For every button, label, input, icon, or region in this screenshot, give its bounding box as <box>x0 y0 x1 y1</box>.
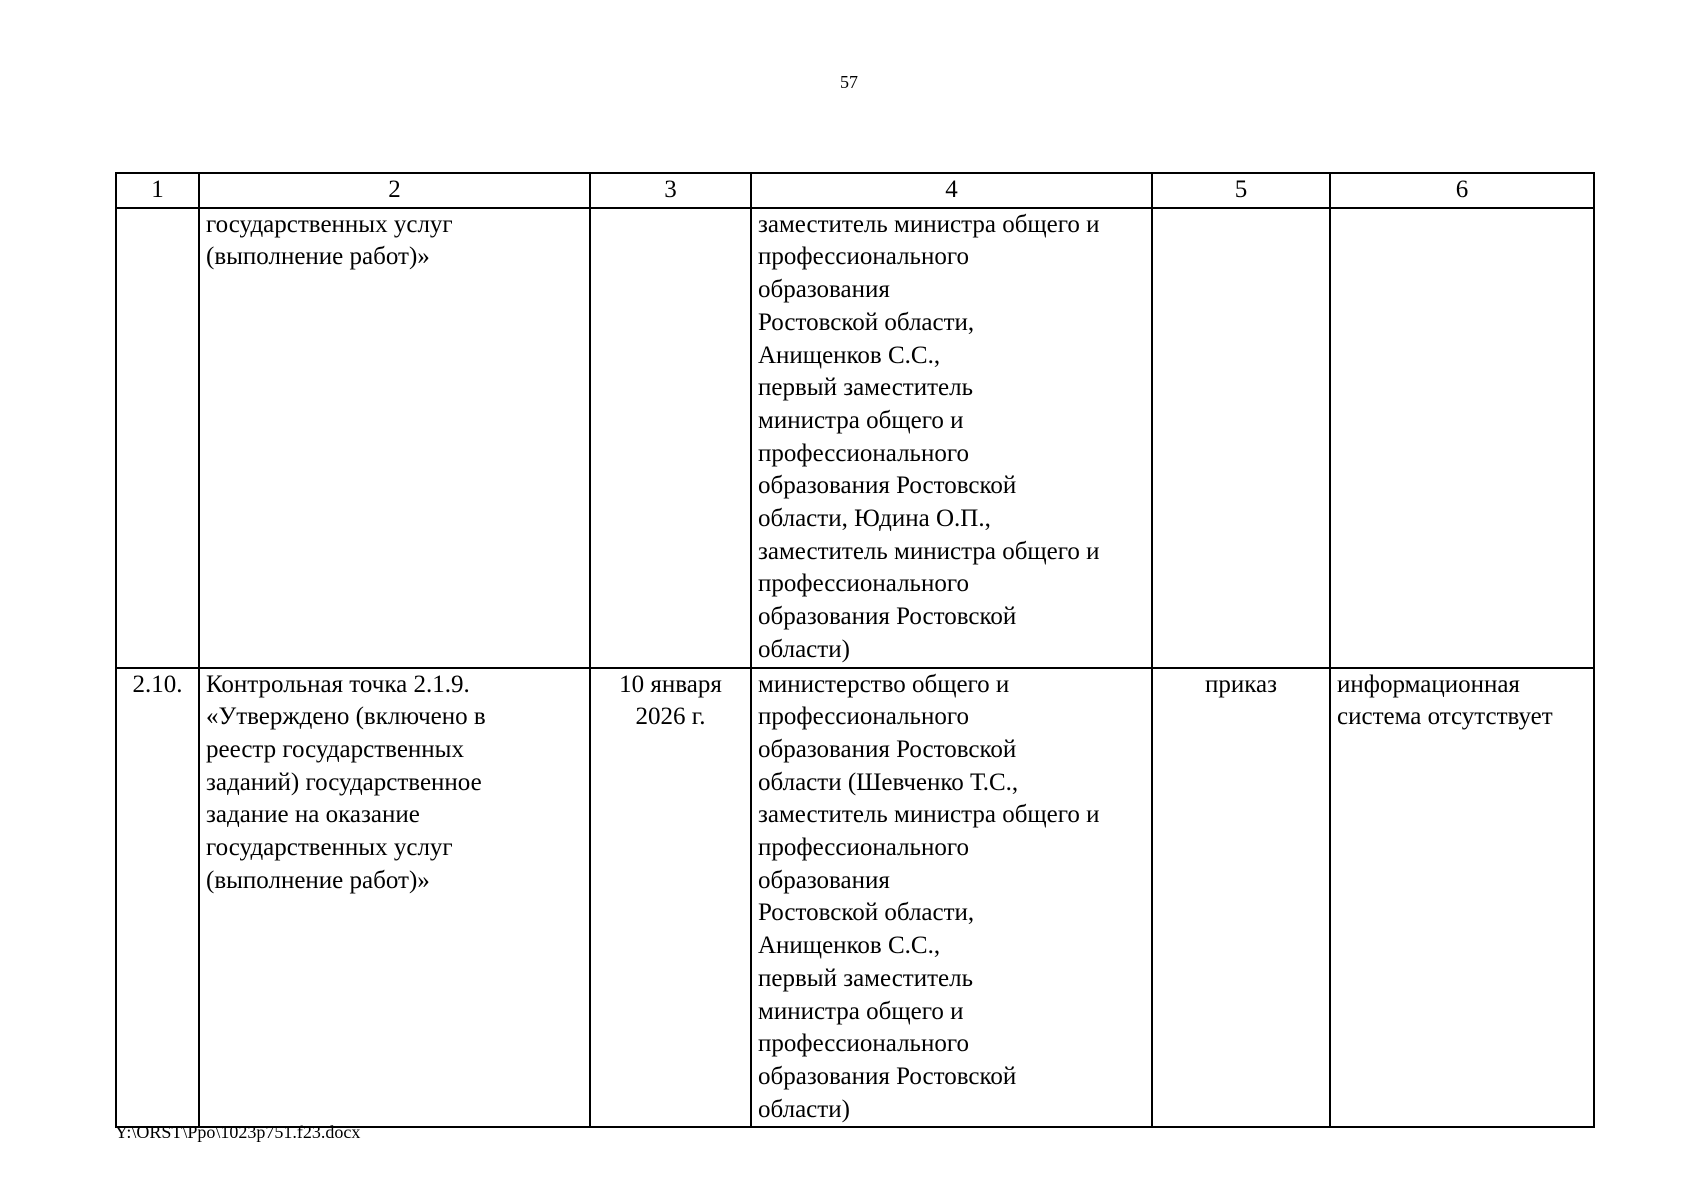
cell-text-line: 10 января <box>619 670 722 698</box>
cell-text-line: заместитель министра общего и <box>758 537 1100 565</box>
cell-text-line: (выполнение работ)» <box>206 866 430 894</box>
cell-text-line: заданий) государственное <box>206 768 482 796</box>
column-number-6: 6 <box>1330 173 1594 208</box>
cell-text-line: министра общего и <box>758 406 964 434</box>
footer-file-path: Y:\ORST\Ppo\1023p751.f23.docx <box>115 1122 361 1142</box>
cell-text-line: государственных услуг <box>206 210 453 238</box>
cell-text-line: 2026 г. <box>635 703 706 731</box>
column-number-4: 4 <box>751 173 1152 208</box>
cell-text-line: Анищенков С.С., <box>758 932 941 960</box>
cell-text-line: профессионального <box>758 1030 969 1058</box>
information-system-cell <box>1330 208 1594 668</box>
cell-text-line: 2.10. <box>132 670 183 698</box>
cell-text-line: Ростовской области, <box>758 308 975 336</box>
page-number: 57 <box>840 72 858 92</box>
table-body <box>116 208 1594 1128</box>
cell-text-line: области (Шевченко Т.С., <box>758 768 1019 796</box>
document-type-cell <box>1152 208 1330 668</box>
cell-text-line: (выполнение работ)» <box>206 243 430 271</box>
cell-text-line: министерство общего и <box>758 670 1010 698</box>
cell-text-line: области, Юдина О.П., <box>758 505 991 533</box>
cell-text-line: система отсутствует <box>1337 703 1553 731</box>
column-number-1: 1 <box>116 173 199 208</box>
event-description-cell <box>199 208 590 668</box>
document-table <box>115 172 1595 1128</box>
responsible-executor-cell <box>751 208 1152 668</box>
cell-text-line: профессионального <box>758 243 969 271</box>
cell-text-line: приказ <box>1205 670 1277 698</box>
cell-text-line: образования <box>758 866 890 894</box>
cell-text-line: образования Ростовской <box>758 1062 1017 1090</box>
row-number-cell <box>116 668 199 1128</box>
deadline-cell <box>590 668 751 1128</box>
cell-text-line: первый заместитель <box>758 964 974 992</box>
cell-text-line: профессионального <box>758 703 969 731</box>
cell-text-line: министра общего и <box>758 997 964 1025</box>
table-row <box>116 668 1594 1128</box>
event-description-cell <box>199 668 590 1128</box>
document-type-cell <box>1152 668 1330 1128</box>
cell-text-line: «Утверждено (включено в <box>206 703 486 731</box>
cell-text-line: информационная <box>1337 670 1520 698</box>
cell-text-line: образования Ростовской <box>758 735 1017 763</box>
cell-text-line: заместитель министра общего и <box>758 210 1100 238</box>
cell-text-line: образования Ростовской <box>758 472 1017 500</box>
cell-text-line: образования <box>758 276 890 304</box>
table-header-row <box>116 173 1594 208</box>
cell-text-line: профессионального <box>758 439 969 467</box>
column-number-5: 5 <box>1152 173 1330 208</box>
cell-text-line: государственных услуг <box>206 834 453 862</box>
cell-text-line: реестр государственных <box>206 735 464 763</box>
cell-text-line: профессионального <box>758 570 969 598</box>
column-number-2: 2 <box>199 173 590 208</box>
cell-text-line: области) <box>758 635 850 663</box>
deadline-cell <box>590 208 751 668</box>
cell-text-line: области) <box>758 1095 850 1123</box>
cell-text-line: заместитель министра общего и <box>758 801 1100 829</box>
cell-text-line: Анищенков С.С., <box>758 341 941 369</box>
table-header <box>116 173 1594 208</box>
table-row <box>116 208 1594 668</box>
cell-text-line: Контрольная точка 2.1.9. <box>206 670 470 698</box>
cell-text-line: задание на оказание <box>206 801 420 829</box>
cell-text-line: первый заместитель <box>758 374 974 402</box>
responsible-executor-cell <box>751 668 1152 1128</box>
information-system-cell <box>1330 668 1594 1128</box>
cell-text-line: Ростовской области, <box>758 899 975 927</box>
cell-text-line: профессионального <box>758 834 969 862</box>
cell-text-line: образования Ростовской <box>758 603 1017 631</box>
column-number-3: 3 <box>590 173 751 208</box>
row-number-cell <box>116 208 199 668</box>
